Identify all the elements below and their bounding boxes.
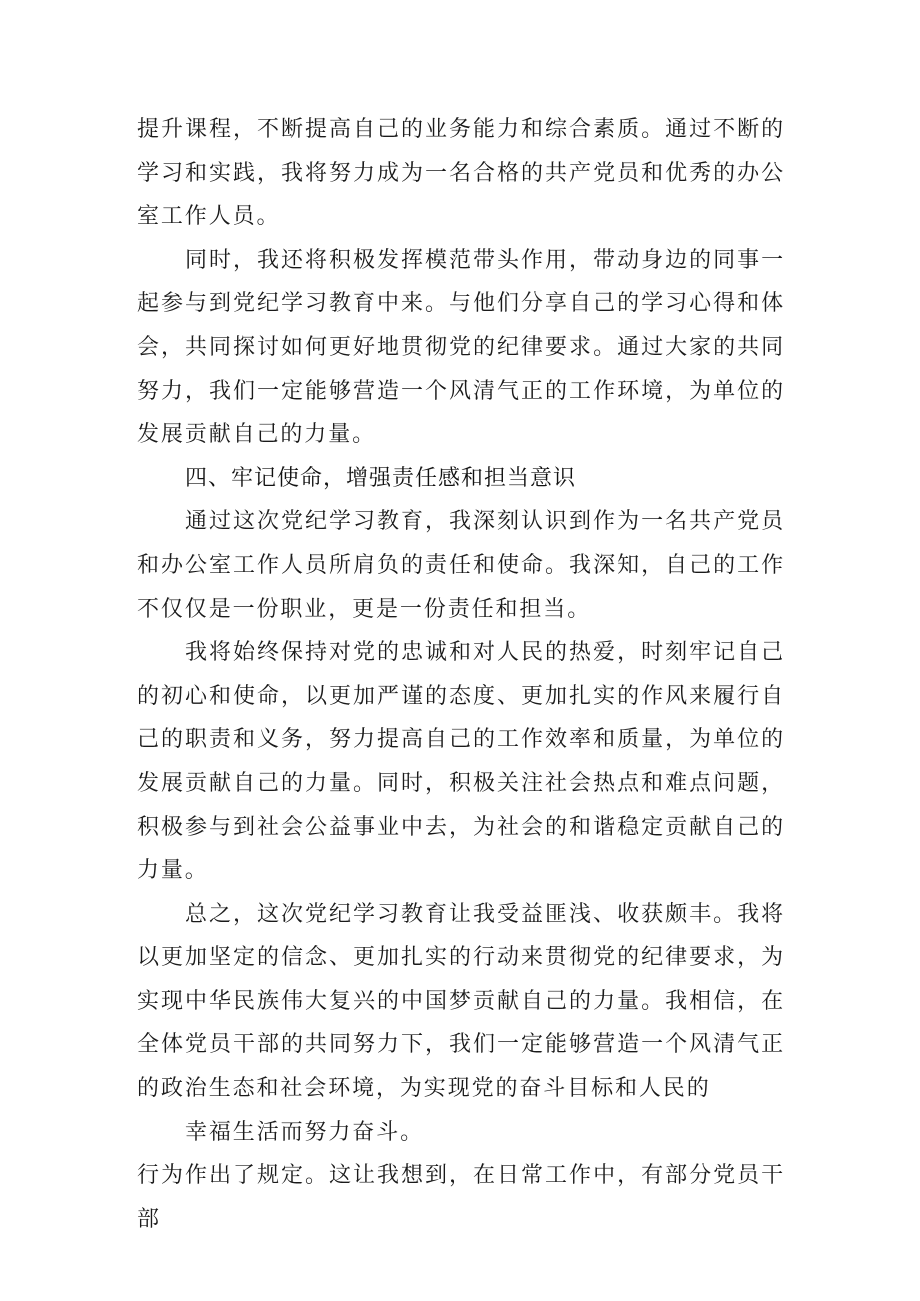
section-heading: 四、牢记使命，增强责任感和担当意识	[185, 465, 577, 491]
paragraph-loyalty: 我将始终保持对党的忠诚和对人民的热爱，时刻牢记自己的初心和使命，以更加严谨的态度、更加扎实的作风来履行自己的职责和义务，努力提高自己的工作效率和质量，为单位的发展贡献自己的力量。同时，积极关注社会热点和难点问题，积极参与到社会公益事业中去，为社会的和谐稳定贡献自己的力量。	[137, 640, 785, 884]
paragraph-responsibility: 通过这次党纪学习教育，我深刻认识到作为一名共产党员和办公室工作人员所肩负的责任和使命。我深知，自己的工作不仅仅是一份职业，更是一份责任和担当。	[137, 509, 785, 622]
paragraph-closing: 幸福生活而努力奋斗。	[185, 1119, 425, 1145]
paragraph-conclusion: 总之，这次党纪学习教育让我受益匪浅、收获颇丰。我将以更加坚定的信念、更加扎实的行动来贯彻党的纪律要求，为实现中华民族伟大复兴的中国梦贡献自己的力量。我相信，在全体党员干部的共同努力下，我们一定能够营造一个风清气正的政治生态和社会环境，为实现党的奋斗目标和人民的	[137, 901, 785, 1102]
paragraph-role-model: 同时，我还将积极发挥模范带头作用，带动身边的同事一起参与到党纪学习教育中来。与他们分享自己的学习心得和体会，共同探讨如何更好地贯彻党的纪律要求。通过大家的共同努力，我们一定能够营造一个风清气正的工作环境，为单位的发展贡献自己的力量。	[137, 247, 785, 448]
document-body	[137, 108, 785, 1241]
paragraph-continuation: 提升课程，不断提高自己的业务能力和综合素质。通过不断的学习和实践，我将努力成为一名合格的共产党员和优秀的办公室工作人员。	[137, 117, 785, 230]
paragraph-fragment: 行为作出了规定。这让我想到，在日常工作中，有部分党员干部	[137, 1163, 785, 1232]
